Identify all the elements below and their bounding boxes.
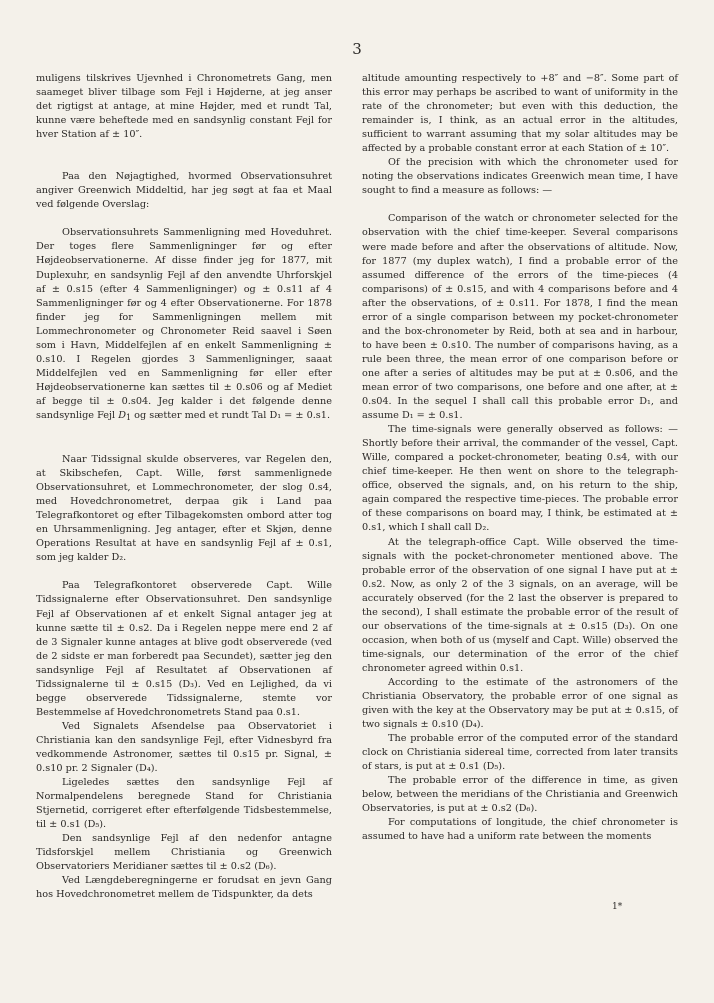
page-number: 3 xyxy=(352,40,362,58)
english-column xyxy=(362,72,678,845)
paragraph: Ved Længdeberegningerne er forudsat en jevn Gang hos Hovedchronometret mellem de Tidspunkter, da dets xyxy=(36,875,332,901)
paragraph: For computations of longitude, the chief chronometer is assumed to have had a uniform rate between the moments xyxy=(362,817,678,843)
paragraph: According to the estimate of the astronomers of the Christiania Observatory, the probable error of one signal as given with the key at the Observatory may be put at ± 0.s15, of two signals ± 0.s10 (D₄). xyxy=(362,676,678,731)
paragraph: Comparison of the watch or chronometer selected for the observation with the chief time-keeper. Several comparisons were made before and after the observations of altitude. Now, for 1877 (my duplex watch), I find a probable error of the assumed difference of the errors of the time-pieces (4 comparisons) of ± 0.s15, and with 4 comparisons before and 4 after the observations, of ± 0.s11. For 1878, I find the mean error of a single comparison between my pocket-chronometer and the box-chronometer by Reid, both at sea and in harbour, to have been ± 0.s10. The number of comparisons having, as a rule been three, the mean error of one comparison before or one after a series of altitudes may be put at ± 0.s06, and the mean error of two comparisons, one before and one after, at ± 0.s04. In the sequel I shall call this probable error D₁, and assume D₁ = ± 0.s1. xyxy=(362,213,678,422)
paragraph: The probable error of the difference in time, as given below, between the meridians of the Christiania and Greenwich Observatories, is put at ± 0.s2 (D₆). xyxy=(362,775,678,815)
paragraph: The time-signals were generally observed as follows: — Shortly before their arrival, the commander of the vessel, Capt. Wille, compared a pocket-chronometer, beating 0.s4, with our chief time-keeper. He then went on shore to the telegraph-office, observed the signals, and, on his return to the ship, again compared the respective time-pieces. The probable error of these comparisons on board may, I think, be estimated at ± 0.s1, which I shall call D₂. xyxy=(362,424,678,534)
paragraph: Naar Tidssignal skulde observeres, var Regelen den, at Skibschefen, Capt. Wille, først sammenlignede Observationsuhret, et Lommechronometer, der slog 0.s4, med Hovedchronometret, derpaa gik i Land paa Telegrafkontoret og efter Tilbagekomsten ombord atter tog en Uhrsammenligning. Jeg antager, efter et Skjøn, denne Operations Resultat at have en sandsynlig Fejl af ± 0.s1, som jeg kalder D₂. xyxy=(36,454,332,564)
paragraph: muligens tilskrives Ujevnhed i Chronometrets Gang, men saameget bliver tilbage som Fejl i Højderne, at jeg anser det rigtigst at antage, at mine Højder, med et rundt Tal, kunne være beheftede med en sandsynlig constant Fejl for hver Station af ± 10″. xyxy=(36,73,332,141)
paragraph: Ligeledes sættes den sandsynlige Fejl af Normalpendelens beregnede Stand for Christiania Stjernetid, corrigeret efter efterfølgende Tidsbestemmelse, til ± 0.s1 (D₅). xyxy=(36,777,332,831)
paragraph xyxy=(36,226,332,425)
symbol-subscript: 1 xyxy=(125,412,132,422)
paragraph-text: Observationsuhrets Sammenligning med Hoveduhret. Der toges flere Sammenligninger før og efter Højdeobservationerne. Af disse finder jeg for 1877, mit Duplexuhr, en sandsynlig Fejl af den anvendte Uhrforskjel af ± 0.s15 (efter 4 Sammenligninger) og ± 0.s11 af 4 Sammenligninger før og 4 efter Observationerne. For 1878 finder jeg for Sammenligningen mellem mit Lommechronometer og Chronometer Reid saavel i Søen som i Havn, Middelfejlen af en enkelt Sammenligning ± 0.s10. I Regelen gjordes 3 Sammenligninger, saaat Middelfejlen ved en Sammenligning før eller efter Højdeobservationerne kan sættes til ± 0.s06 og af Mediet af begge til ± 0.s04. Jeg kalder i det følgende denne sandsynlige Fejl xyxy=(36,227,332,421)
paragraph: Ved Signalets Afsendelse paa Observatoriet i Christiania kan den sandsynlige Fejl, efter Vidnesbyrd fra vedkommende Astronomer, sættes til 0.s15 pr. Signal, ± 0.s10 pr. 2 Signaler (D₄). xyxy=(36,720,332,775)
paragraph: Den sandsynlige Fejl af den nedenfor antagne Tidsforskjel mellem Christiania og Greenwich Observatoriers Meridianer sættes til ± 0.s2 (D₆). xyxy=(36,833,332,873)
paragraph: The probable error of the computed error of the standard clock on Christiania sidereal time, corrected from later transits of stars, is put at ± 0.s1 (D₅). xyxy=(362,733,678,773)
signature-mark: 1* xyxy=(612,902,623,912)
norwegian-column xyxy=(36,72,332,902)
paragraph: Paa den Nøjagtighed, hvormed Observationsuhret angiver Greenwich Middeltid, har jeg søgt at faa et Maal ved følgende Overslag: xyxy=(36,171,332,211)
symbol: D xyxy=(118,409,126,421)
paragraph: Paa Telegrafkontoret observerede Capt. Wille Tidssignalerne efter Observationsuhret. Den sandsynlige Fejl af Observationen af et enkelt Signal antager jeg at kunne sætte til ± 0.s2. Da i Regelen neppe mere end 2 af de 3 Signaler kunne antages at blive godt observerede (ved de 2 sidste er man forberedt paa Secundet), sætter jeg den sandsynlige Fejl af Resultatet af Observationen af Tidssignalerne til ± 0.s15 (D₃). Ved en Lejlighed, da vi begge observerede Tidssignalerne, stemte vor Bestemmelse af Hovedchronometrets Stand paa 0.s1. xyxy=(36,580,332,718)
paragraph-text: og sætter med et rundt Tal D₁ = ± 0.s1. xyxy=(134,409,331,421)
paragraph: Of the precision with which the chronometer used for noting the observations indicates Greenwich mean time, I have sought to find a measure as follows: — xyxy=(362,157,678,197)
paragraph: At the telegraph-office Capt. Wille observed the time-signals with the pocket-chronometer mentioned above. The probable error of the observation of one signal I have put at ± 0.s2. Now, as only 2 of the 3 signals, on an average, will be accurately observed (for the 2 last the observer is prepared to the second), I shall estimate the probable error of the result of our observations of the time-signals at ± 0.s15 (D₃). On one occasion, when both of us (myself and Capt. Wille) observed the time-signals, our determination of the error of the chief chronometer agreed within 0.s1. xyxy=(362,536,678,674)
paragraph: altitude amounting respectively to +8″ and −8″. Some part of this error may perhaps be ascribed to want of uniformity in the rate of the chronometer; but even with this deduction, the remainder is, I think, as an actual error in the altitudes, sufficient to warrant assuming that my solar altitudes may be affected by a probable constant error at each Station of ± 10″. xyxy=(362,73,678,155)
